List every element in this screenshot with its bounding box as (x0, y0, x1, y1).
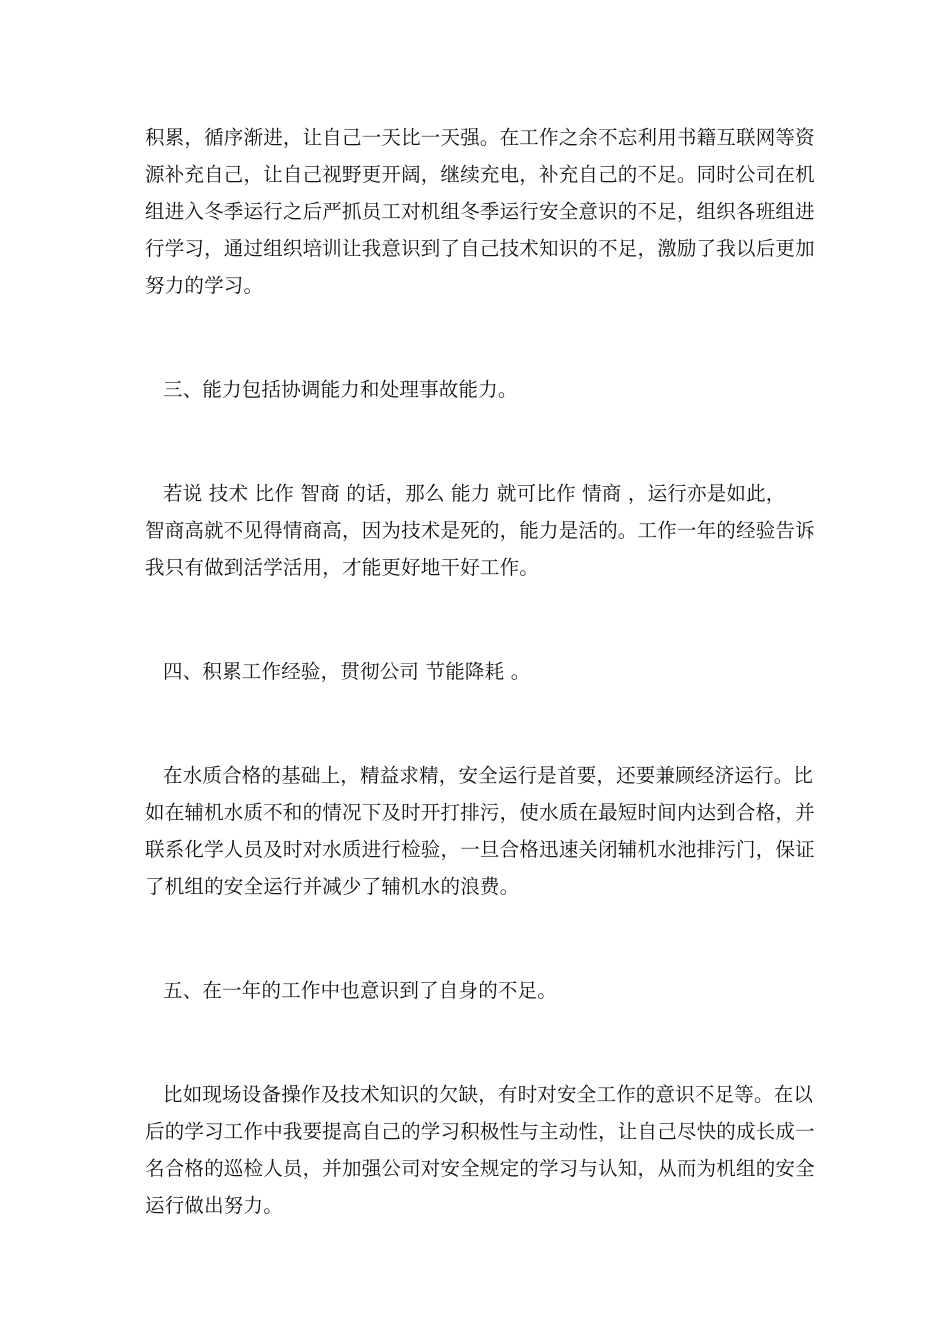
paragraph-line: 联系化学人员及时对水质进行检验，一旦合格迅速关闭辅机水池排污门，保证 (145, 838, 815, 861)
section-heading-5: 五、在一年的工作中也意识到了自身的不足。 (163, 979, 558, 1002)
paragraph-line: 组进入冬季运行之后严抓员工对机组冬季运行安全意识的不足，组织各班组进 (145, 200, 815, 223)
section-heading-4: 四、积累工作经验，贯彻公司 节能降耗 。 (163, 660, 531, 683)
paragraph-line: 在水质合格的基础上，精益求精，安全运行是首要，还要兼顾经济运行。比 (163, 764, 814, 787)
paragraph-line: 智商高就不见得情商高，因为技术是死的，能力是活的。工作一年的经验告诉 (145, 519, 815, 542)
section-heading-3: 三、能力包括协调能力和处理事故能力。 (163, 378, 518, 401)
paragraph-line: 若说 技术 比作 智商 的话，那么 能力 就可比作 情商 ，运行亦是如此， (163, 482, 786, 505)
paragraph-line: 积累，循序渐进，让自己一天比一天强。在工作之余不忘利用书籍互联网等资 (145, 126, 815, 149)
paragraph-line: 如在辅机水质不和的情况下及时开打排污，使水质在最短时间内达到合格，并 (145, 801, 815, 824)
paragraph-line: 后的学习工作中我要提高自己的学习积极性与主动性，让自己尽快的成长成一 (145, 1120, 815, 1143)
paragraph-line: 运行做出努力。 (145, 1194, 283, 1217)
paragraph-line: 了机组的安全运行并减少了辅机水的浪费。 (145, 875, 520, 898)
paragraph-line: 我只有做到活学活用，才能更好地干好工作。 (145, 556, 540, 579)
paragraph-line: 努力的学习。 (145, 274, 264, 297)
paragraph-line: 源补充自己，让自己视野更开阔，继续充电，补充自己的不足。同时公司在机 (145, 163, 815, 186)
paragraph-line: 名合格的巡检人员，并加强公司对安全规定的学习与认知，从而为机组的安全 (145, 1157, 815, 1180)
paragraph-line: 比如现场设备操作及技术知识的欠缺，有时对安全工作的意识不足等。在以 (163, 1083, 814, 1106)
paragraph-line: 行学习，通过组织培训让我意识到了自己技术知识的不足，激励了我以后更加 (145, 237, 815, 260)
